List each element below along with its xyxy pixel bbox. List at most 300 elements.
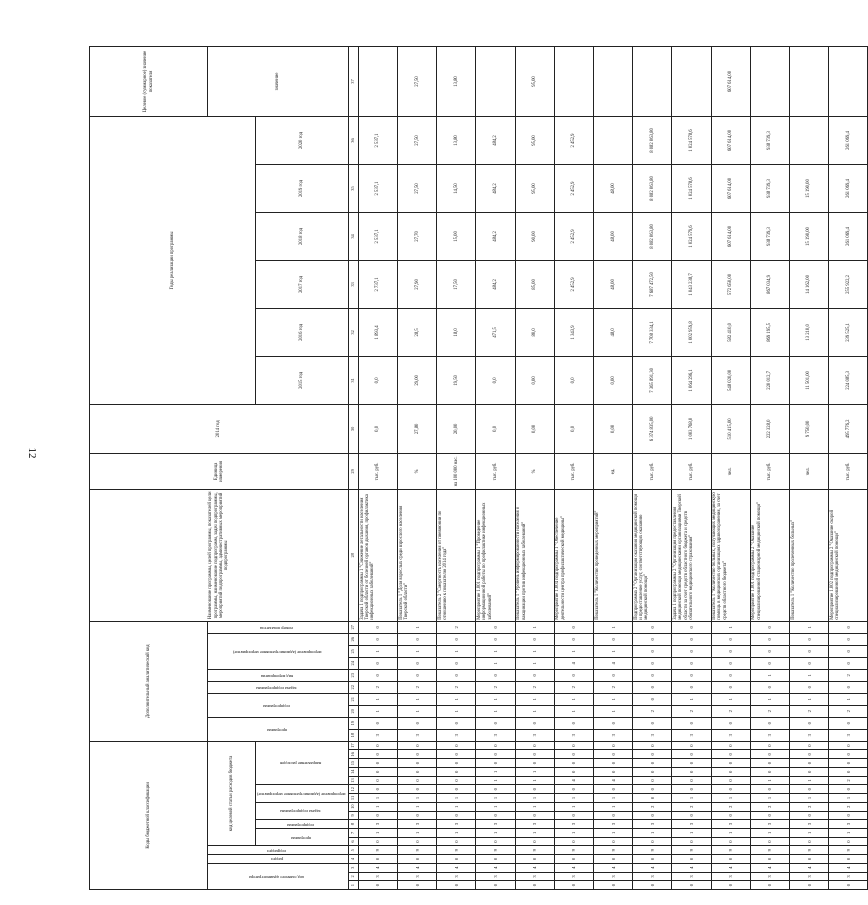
code-cell: 0 [515, 837, 554, 846]
row-name-cell: Показатель 1 "Доля взрослых среди взрослого населения Тверской области" [398, 489, 437, 621]
code-cell: 1 [437, 802, 476, 811]
year-value-cell: 1 893,4 [358, 308, 397, 356]
code-cell: 1 [437, 794, 476, 803]
code-cell: 0 [633, 750, 672, 759]
table-row [750, 47, 789, 890]
unit-cell: чел. [711, 453, 750, 489]
unit-cell: тыс. руб. [750, 453, 789, 489]
subprogram-code-header: подпрограмма [208, 693, 349, 717]
code-cell: 0 [358, 717, 397, 729]
code-cell: 0 [829, 837, 868, 846]
code-cell: 1 [594, 705, 633, 717]
code-cell: 1 [789, 693, 828, 705]
code-cell: 0 [515, 741, 554, 750]
code-cell: 2 [829, 802, 868, 811]
year-value-cell: 27,90 [398, 260, 437, 308]
code-cell: 2 [437, 621, 476, 633]
year-value-cell: 2 452,9 [554, 212, 593, 260]
year-value-cell: 7 687 472,50 [633, 260, 672, 308]
code-cell: 1 [554, 794, 593, 803]
code-cell: 0 [515, 669, 554, 681]
code-cell: 1 [554, 693, 593, 705]
year-value-cell: 48,0 [594, 308, 633, 356]
code-cell: 0 [711, 681, 750, 693]
year-value-cell: 222 328,0 [750, 404, 789, 453]
code-cell: 2 [829, 705, 868, 717]
code-cell: 4 [633, 863, 672, 872]
code-cell: 3 [789, 872, 828, 881]
code-cell: 4 [594, 657, 633, 669]
column-number: 26 [348, 633, 358, 645]
rotated-landscape-sheet [89, 46, 851, 890]
code-cell: 0 [750, 681, 789, 693]
column-number: 1 [348, 881, 358, 890]
code-cell: 2 [633, 705, 672, 717]
code-cell: 3 [594, 872, 633, 881]
year-value-cell: 0,00 [515, 404, 554, 453]
target-value-cell: 95,00 [515, 47, 554, 117]
column-number: 19 [348, 717, 358, 729]
target-value-cell [633, 47, 672, 117]
code-cell: 1 [789, 794, 828, 803]
code-cell: 0 [789, 767, 828, 776]
target-header: Целевое (суммарное) значение показателя [90, 47, 208, 117]
year-value-cell: 11 501,00 [789, 356, 828, 404]
column-number: 32 [348, 308, 358, 356]
code-cell: 0 [594, 759, 633, 768]
target-value-cell: 13,80 [437, 47, 476, 117]
column-number: 27 [348, 621, 358, 633]
table-row [633, 47, 672, 890]
code-cell: 1 [594, 828, 633, 837]
program-indicators-table [89, 46, 868, 890]
unit-cell: тыс. руб. [672, 453, 711, 489]
code-cell: 9 [672, 846, 711, 855]
year-value-cell: 17,50 [437, 260, 476, 308]
code-cell: 1 [398, 621, 437, 633]
column-number: 15 [348, 759, 358, 768]
year-value-cell: 13 210,0 [789, 308, 828, 356]
code-cell: 0 [437, 881, 476, 890]
year-value-cell: 484,2 [476, 165, 515, 213]
code-cell: 0 [594, 633, 633, 645]
code-cell: 0 [633, 794, 672, 803]
code-cell: 0 [476, 750, 515, 759]
code-cell: 1 [829, 693, 868, 705]
code-cell: 0 [358, 759, 397, 768]
code-cell: 0 [437, 750, 476, 759]
code-cell: 0 [672, 811, 711, 820]
code-cell: 3 [358, 729, 397, 741]
year-value-cell: 1 024 578,6 [672, 165, 711, 213]
year-value-cell: 1 003 768,0 [672, 404, 711, 453]
code-cell: 0 [633, 776, 672, 785]
table-row [515, 47, 554, 890]
code-cell: 0 [476, 881, 515, 890]
year-value-cell: 18,0 [437, 308, 476, 356]
code-cell: 0 [554, 855, 593, 864]
code-cell: 1 [398, 705, 437, 717]
code-cell: 0 [476, 855, 515, 864]
code-cell: 0 [554, 811, 593, 820]
code-cell: 0 [476, 741, 515, 750]
year-value-cell: 2 537,1 [358, 116, 397, 164]
code-cell: 1 [476, 794, 515, 803]
table-row [437, 47, 476, 890]
code-cell: 0 [750, 633, 789, 645]
code-cell: 1 [398, 828, 437, 837]
code-cell: 0 [437, 759, 476, 768]
year-value-cell: 484,2 [476, 212, 515, 260]
code-cell: 3 [398, 872, 437, 881]
column-number: 36 [348, 116, 358, 164]
code-cell: 2 [437, 681, 476, 693]
year-value-cell: 2 537,1 [358, 212, 397, 260]
code-cell: 0 [476, 621, 515, 633]
row-name-cell: Показатель 1 "Количество пролеченных больных" [789, 489, 828, 621]
code-cell: 0 [476, 633, 515, 645]
table-row [398, 47, 437, 890]
code-cell: 4 [594, 863, 633, 872]
code-cell: 3 [476, 872, 515, 881]
column-number: 3 [348, 863, 358, 872]
column-number: 25 [348, 645, 358, 657]
year-value-cell: 607 614,00 [711, 212, 750, 260]
code-cell: 0 [515, 633, 554, 645]
column-number: 17 [348, 741, 358, 750]
table-row [672, 47, 711, 890]
code-cell: 1 [711, 794, 750, 803]
code-cell: 0 [398, 767, 437, 776]
code-cell: 0 [398, 776, 437, 785]
code-cell: 1 [515, 802, 554, 811]
year-value-cell: 0,00 [515, 356, 554, 404]
target-value-cell [829, 47, 868, 117]
table-row [554, 47, 593, 890]
program-kind-header: вид мероприятия [208, 669, 349, 681]
code-cell: 0 [398, 811, 437, 820]
code-cell: 4 [711, 863, 750, 872]
code-cell: 0 [711, 881, 750, 890]
code-cell: 0 [554, 741, 593, 750]
code-cell: 1 [789, 828, 828, 837]
column-number: 33 [348, 260, 358, 308]
code-cell: 2 [789, 802, 828, 811]
code-cell: 1 [515, 767, 554, 776]
code-cell: 2 [476, 681, 515, 693]
code-cell: 0 [358, 837, 397, 846]
code-cell: 0 [750, 767, 789, 776]
section-header: раздел [208, 855, 349, 864]
year-value-cell: 938 739,3 [750, 212, 789, 260]
code-cell: 1 [829, 828, 868, 837]
code-cell: 2 [398, 681, 437, 693]
column-number: 34 [348, 212, 358, 260]
page-number: 12 [26, 447, 38, 459]
code-cell: 0 [672, 855, 711, 864]
year-value-cell: 0,0 [358, 404, 397, 453]
year-value-cell: 7 365 891,30 [633, 356, 672, 404]
code-cell: 1 [554, 645, 593, 657]
code-cell: 1 [515, 794, 554, 803]
code-cell: 0 [594, 717, 633, 729]
year-value-cell: 95,00 [515, 116, 554, 164]
code-cell: 9 [476, 846, 515, 855]
unit-cell: % [398, 453, 437, 489]
program-header: программа [256, 828, 349, 845]
task-code-header: задача подпрограммы [208, 681, 349, 693]
code-cell: 0 [437, 785, 476, 794]
year-2018-header: 2018 год [256, 212, 349, 260]
code-cell: 2 [358, 681, 397, 693]
code-cell: 1 [672, 693, 711, 705]
code-cell: 1 [398, 794, 437, 803]
code-cell: 0 [594, 881, 633, 890]
code-cell: 4 [515, 863, 554, 872]
code-cell: 3 [594, 820, 633, 829]
code-cell: 3 [633, 820, 672, 829]
task-header: задача подпрограммы [256, 802, 349, 819]
column-number: 6 [348, 837, 358, 846]
subprogram-header: подпрограмма [256, 820, 349, 829]
code-cell: 3 [750, 729, 789, 741]
code-cell: 1 [515, 693, 554, 705]
year-value-cell: 572 650,00 [711, 260, 750, 308]
code-cell: 1 [750, 776, 789, 785]
unit-cell: тыс. руб. [358, 453, 397, 489]
indicator-num-header: номер показателя [208, 621, 349, 633]
year-value-cell: 0,0 [554, 404, 593, 453]
code-cell: 0 [358, 785, 397, 794]
code-cell: 0 [789, 881, 828, 890]
year-value-cell: 1 024 579,6 [672, 212, 711, 260]
column-number: 23 [348, 669, 358, 681]
code-cell: 1 [358, 794, 397, 803]
code-cell: 3 [515, 872, 554, 881]
code-cell: 0 [829, 633, 868, 645]
code-cell: 0 [554, 767, 593, 776]
code-cell: 0 [672, 669, 711, 681]
code-cell: 1 [358, 693, 397, 705]
code-cell: 4 [554, 657, 593, 669]
code-cell: 3 [633, 729, 672, 741]
year-value-cell: 484,2 [476, 116, 515, 164]
table-row [476, 47, 515, 890]
code-cell: 1 [711, 621, 750, 633]
code-cell: 1 [750, 669, 789, 681]
code-cell: 3 [633, 872, 672, 881]
code-cell: 3 [358, 820, 397, 829]
code-cell: 1 [358, 802, 397, 811]
code-cell: 1 [672, 794, 711, 803]
year-value-cell: 48,00 [594, 260, 633, 308]
code-cell: 3 [594, 729, 633, 741]
year-value-cell: 471,5 [476, 308, 515, 356]
code-cell: 3 [476, 820, 515, 829]
program-code-header: программа [208, 717, 349, 741]
code-cell: 0 [672, 881, 711, 890]
code-cell: 0 [829, 750, 868, 759]
code-cell: 1 [829, 794, 868, 803]
target-value-cell [672, 47, 711, 117]
year-value-cell: 484,2 [476, 260, 515, 308]
year-value-cell: 48,00 [594, 165, 633, 213]
code-cell: 9 [829, 846, 868, 855]
code-cell: 1 [789, 621, 828, 633]
year-value-cell: 261 069,4 [829, 116, 868, 164]
code-cell: 0 [672, 657, 711, 669]
code-cell: 0 [633, 881, 672, 890]
code-cell: 1 [711, 828, 750, 837]
code-cell: 4 [672, 863, 711, 872]
year-value-cell: 0,0 [358, 356, 397, 404]
code-cell: 0 [594, 750, 633, 759]
code-cell: 0 [672, 759, 711, 768]
target-value-cell [789, 47, 828, 117]
year-value-cell: 8 082 063,80 [633, 165, 672, 213]
code-cell: 9 [750, 846, 789, 855]
column-number: 37 [348, 47, 358, 117]
code-cell: 0 [476, 837, 515, 846]
code-cell: 0 [829, 811, 868, 820]
code-cell: 1 [633, 828, 672, 837]
year-value-cell: 20,00 [437, 404, 476, 453]
year-value-cell: 582 410,0 [711, 308, 750, 356]
year-value-cell: 2 452,9 [554, 260, 593, 308]
code-cell: 2 [750, 802, 789, 811]
row-name-cell: Мероприятие 1.001 подпрограммы 2 "Оказание специализированной стационарной медицинской помощи" [750, 489, 789, 621]
code-cell: 2 [672, 705, 711, 717]
code-cell: 3 [398, 820, 437, 829]
code-cell: 0 [398, 717, 437, 729]
year-value-cell: 27,70 [398, 212, 437, 260]
code-cell: 0 [829, 855, 868, 864]
code-cell: 1 [476, 705, 515, 717]
code-cell: 0 [358, 750, 397, 759]
code-cell: 0 [711, 759, 750, 768]
column-number: 9 [348, 811, 358, 820]
year-value-cell: 15 190,00 [789, 212, 828, 260]
code-cell: 0 [829, 645, 868, 657]
column-number: 16 [348, 750, 358, 759]
code-cell: 0 [554, 881, 593, 890]
code-cell: 1 [515, 776, 554, 785]
code-cell: 0 [633, 645, 672, 657]
code-cell: 3 [711, 872, 750, 881]
unit-cell: % [515, 453, 554, 489]
code-cell: 0 [437, 657, 476, 669]
year-value-cell: 869 195,5 [750, 308, 789, 356]
code-cell: 0 [594, 785, 633, 794]
expense-code-header: код целевой статьи расходов бюджета [208, 741, 256, 846]
code-cell: 9 [398, 846, 437, 855]
code-cell: 0 [750, 621, 789, 633]
code-cell: 4 [437, 863, 476, 872]
code-cell: 3 [711, 729, 750, 741]
year-value-cell: 7 708 334,1 [633, 308, 672, 356]
code-cell: 9 [594, 846, 633, 855]
code-cell: 0 [672, 767, 711, 776]
column-number: 18 [348, 729, 358, 741]
code-cell: 0 [711, 645, 750, 657]
code-cell: 0 [515, 785, 554, 794]
row-name-cell: Задача 1 подпрограммы 2 "Организация предоставления медицинской помощи медицинскими организациями Тверской области за счет средств областного бюджета и средств обязательного медицинского страхования" [672, 489, 711, 621]
year-value-cell: 220 012,7 [750, 356, 789, 404]
code-cell: 0 [672, 717, 711, 729]
code-cell: 0 [711, 811, 750, 820]
year-value-cell: 95,00 [515, 165, 554, 213]
code-cell: 0 [672, 776, 711, 785]
column-number: 11 [348, 794, 358, 803]
code-cell: 0 [789, 657, 828, 669]
code-cell: 3 [515, 820, 554, 829]
code-cell: 0 [515, 717, 554, 729]
code-cell: 1 [515, 705, 554, 717]
year-value-cell [594, 116, 633, 164]
code-cell: 1 [515, 645, 554, 657]
code-cell: 0 [515, 881, 554, 890]
year-2019-header: 2019 год [256, 165, 349, 213]
code-cell: 0 [515, 811, 554, 820]
column-number: 10 [348, 802, 358, 811]
code-cell: 0 [633, 855, 672, 864]
code-cell: 1 [789, 669, 828, 681]
code-cell: 0 [711, 785, 750, 794]
code-cell: 9 [554, 846, 593, 855]
code-cell: 0 [789, 759, 828, 768]
year-value-cell: 29,00 [398, 356, 437, 404]
code-cell: 0 [633, 741, 672, 750]
code-cell: 9 [437, 846, 476, 855]
target-value-cell [554, 47, 593, 117]
code-cell: 0 [633, 837, 672, 846]
code-cell: 9 [515, 846, 554, 855]
code-cell: 3 [437, 820, 476, 829]
name-column-header: Наименование программы, целей программы, показателей цели программы, наименование подпрограмм, задач подпрограммы, мероприятий подпрограммы, административных мероприятий подпрограммы [90, 489, 349, 621]
code-cell: 0 [672, 621, 711, 633]
code-cell: 3 [554, 729, 593, 741]
target-value-cell [594, 47, 633, 117]
chief-admin-header: код главного администратора [208, 863, 349, 889]
code-cell: 0 [515, 855, 554, 864]
code-cell: 0 [711, 669, 750, 681]
column-number: 12 [348, 785, 358, 794]
code-cell: 9 [633, 846, 672, 855]
column-number: 35 [348, 165, 358, 213]
code-cell: 1 [672, 828, 711, 837]
table-row [594, 47, 633, 890]
row-name-cell: Задача 1 подпрограммы 1 "Снижение летальности населения Тверской области от болезней органов дыхания, профилактика инфекционных заболеваний" [358, 489, 397, 621]
code-cell: 0 [398, 669, 437, 681]
target-value-cell [750, 47, 789, 117]
code-cell: 3 [437, 872, 476, 881]
unit-cell: тыс. руб. [476, 453, 515, 489]
year-value-cell: 255 922,2 [829, 260, 868, 308]
row-name-cell: Показатель 2 "Смертность населения от пневмонии по отношению к показателю 2014 года" [437, 489, 476, 621]
code-cell: 0 [398, 750, 437, 759]
code-cell: 0 [711, 741, 750, 750]
code-cell: 0 [633, 633, 672, 645]
year-2016-header: 2016 год [256, 308, 349, 356]
code-cell: 0 [633, 767, 672, 776]
year-value-cell: 2 452,9 [554, 165, 593, 213]
target-value-cell: 607 614,00 [711, 47, 750, 117]
code-cell: 2 [594, 681, 633, 693]
code-cell: 0 [437, 717, 476, 729]
code-cell: 2 [554, 681, 593, 693]
code-cell: 3 [829, 872, 868, 881]
code-cell: 0 [789, 855, 828, 864]
